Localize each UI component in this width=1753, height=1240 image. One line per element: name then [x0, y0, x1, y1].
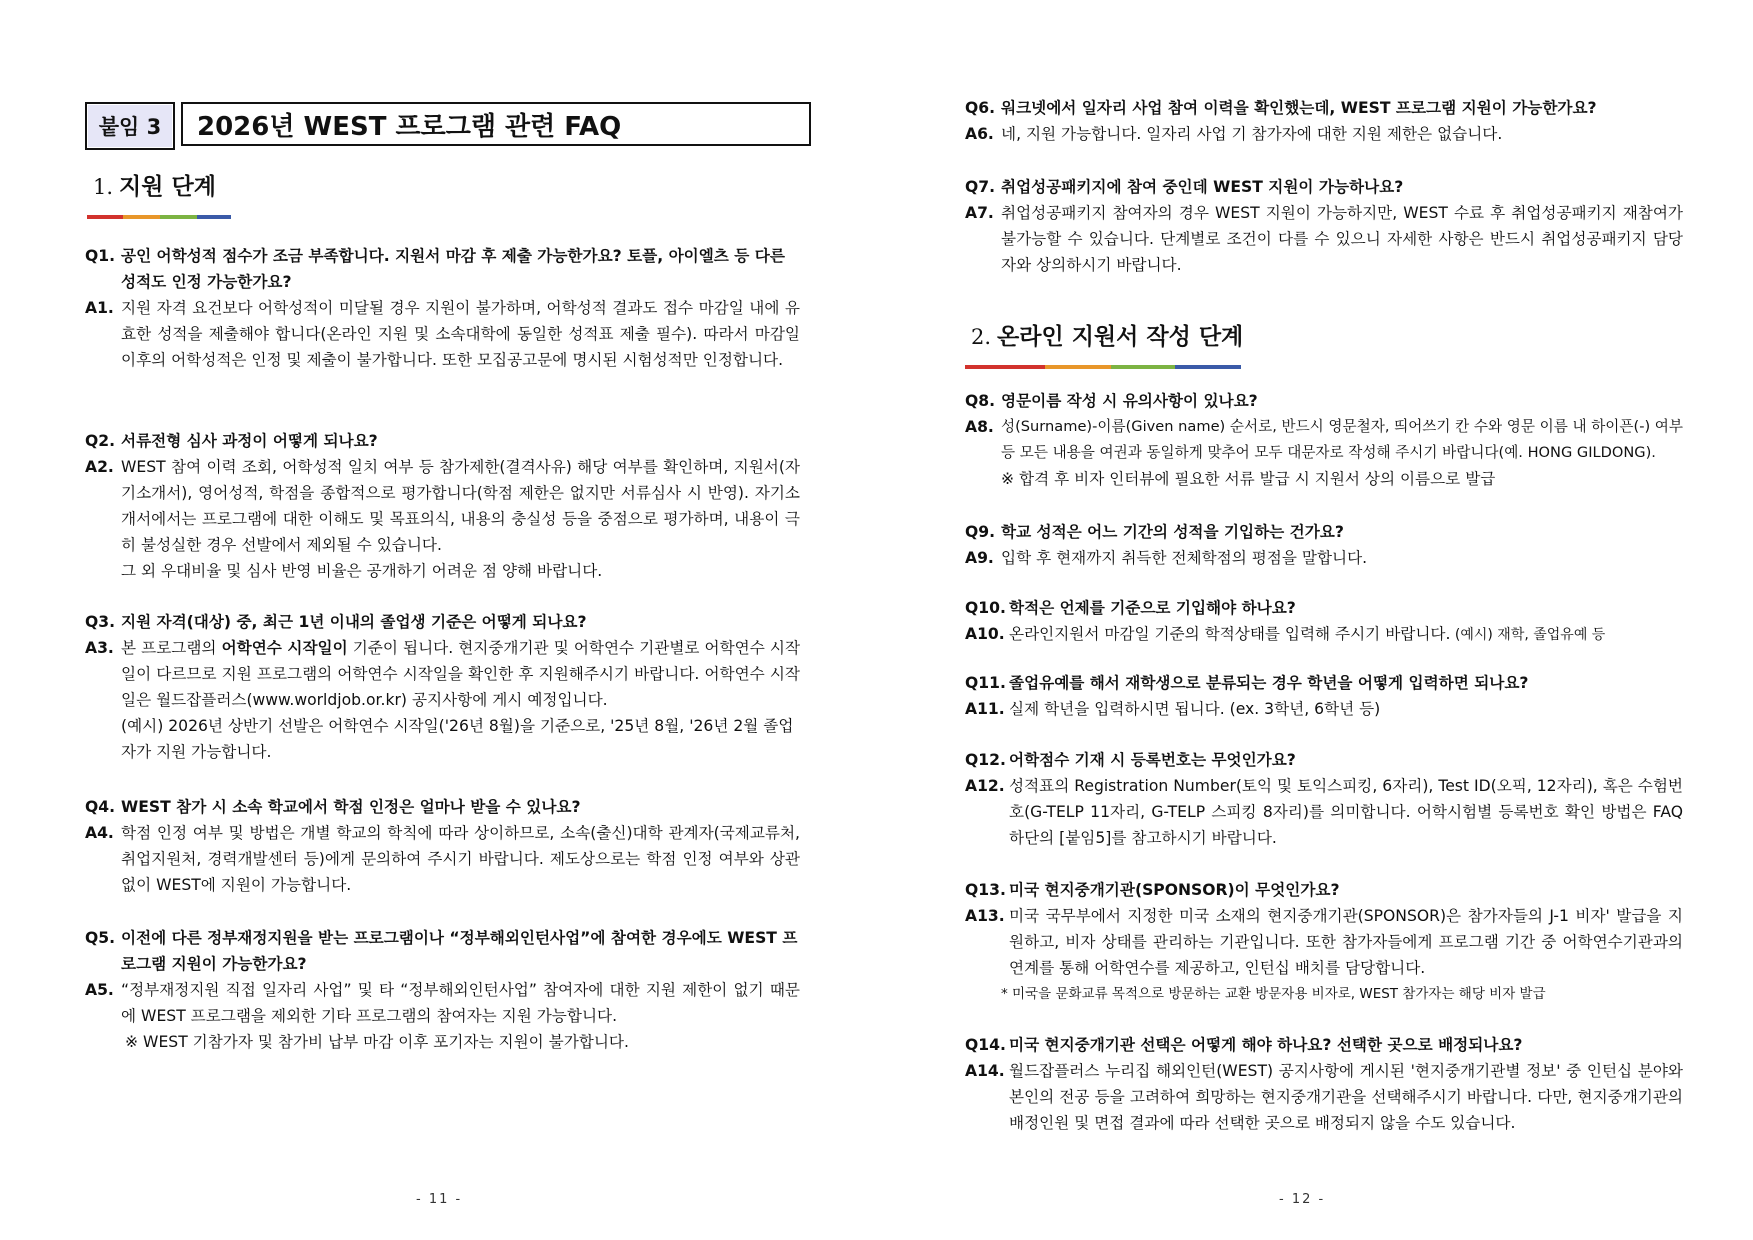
faq-item-q12	[965, 747, 1683, 851]
faq-item-q4	[85, 794, 800, 898]
answer-label: A8.	[965, 418, 994, 436]
answer-text: 온라인지원서 마감일 기준의 학적상태를 입력해 주시기 바랍니다. (예시) 재학, 졸업유예 등	[1009, 625, 1606, 643]
question-label: Q3.	[85, 613, 116, 631]
answer-footnote: * 미국을 문화교류 목적으로 방문하는 교환 방문자용 비자로, WEST 참가자는 해당 비자 발급	[1001, 986, 1546, 1002]
section-title: 온라인 지원서 작성 단계	[997, 324, 1244, 350]
question-text: 공인 어학성적 점수가 조금 부족합니다. 지원서 마감 후 제출 가능한가요? 토플, 아이엘츠 등 다른 성적도 인정 가능한가요?	[121, 247, 785, 291]
section-number: 1.	[93, 175, 114, 199]
question-text: 워크넷에서 일자리 사업 참여 이력을 확인했는데, WEST 프로그램 지원이 가능한가요?	[1001, 99, 1597, 117]
faq-item-q13	[965, 877, 1683, 1007]
question-label: Q10.	[965, 599, 1006, 617]
question-text: 학적은 언제를 기준으로 기입해야 하나요?	[1009, 599, 1296, 617]
section-2-heading	[971, 318, 1243, 369]
question-text: 이전에 다른 정부재정지원을 받는 프로그램이나 “정부해외인턴사업”에 참여한 경우에도 WEST 프로그램 지원이 가능한가요?	[121, 929, 798, 973]
question-label: Q2.	[85, 432, 116, 450]
question-text: 영문이름 작성 시 유의사항이 있나요?	[1001, 392, 1258, 410]
page-title: 2026년 WEST 프로그램 관련 FAQ	[181, 102, 811, 146]
answer-text: 성(Surname)-이름(Given name) 순서로, 반드시 영문철자, 띄어쓰기 칸 수와 영문 이름 내 하이픈(-) 여부 등 모든 내용을 여권과 동일하게 맞추어 모두 대문자로 작성해 주시기 바랍니다(예. HONG GILDONG).	[1001, 418, 1683, 461]
section-title: 지원 단계	[119, 174, 216, 200]
question-text: 어학점수 기재 시 등록번호는 무엇인가요?	[1009, 751, 1296, 769]
question-label: Q8.	[965, 392, 996, 410]
faq-item-q10	[965, 595, 1683, 648]
question-text: WEST 참가 시 소속 학교에서 학점 인정은 얼마나 받을 수 있나요?	[121, 798, 581, 816]
faq-item-q7	[965, 174, 1683, 278]
question-label: Q4.	[85, 798, 116, 816]
answer-text: 실제 학년을 입력하시면 됩니다. (ex. 3학년, 6학년 등)	[1009, 700, 1381, 718]
section-underline	[87, 215, 231, 219]
question-label: Q5.	[85, 929, 116, 947]
answer-example: (예시) 2026년 상반기 선발은 어학연수 시작일('26년 8월)을 기준으로, '25년 8월, '26년 2월 졸업자가 지원 가능합니다.	[121, 717, 794, 761]
section-underline	[965, 365, 1243, 369]
question-label: Q6.	[965, 99, 996, 117]
answer-text: 취업성공패키지 참여자의 경우 WEST 지원이 가능하지만, WEST 수료 후 취업성공패키지 재참여가 불가능할 수 있습니다. 단계별로 조건이 다를 수 있으니 자세한 사항은 반드시 취업성공패키지 담당자와 상의하시기 바랍니다.	[1001, 204, 1683, 274]
faq-item-q14	[965, 1032, 1683, 1136]
answer-text: 지원 자격 요건보다 어학성적이 미달될 경우 지원이 불가하며, 어학성적 결과도 접수 마감일 내에 유효한 성적을 제출해야 합니다(온라인 지원 및 소속대학에 동일한 성적표 제출 필수). 따라서 마감일 이후의 어학성적은 인정 및 제출이 불가합니다. 또한 모집공고문에 명시된 시험성적만 인정합니다.	[121, 299, 800, 369]
page-number: - 12 -	[1279, 1192, 1326, 1207]
answer-label: A7.	[965, 204, 994, 222]
question-text: 취업성공패키지에 참여 중인데 WEST 지원이 가능하나요?	[1001, 178, 1404, 196]
question-label: Q12.	[965, 751, 1006, 769]
answer-text: “정부재정지원 직접 일자리 사업” 및 타 “정부해외인턴사업” 참여자에 대한 지원 제한이 없기 때문에 WEST 프로그램을 제외한 기타 프로그램의 참여자는 지원 가능합니다.	[121, 981, 800, 1025]
faq-item-q8	[965, 388, 1683, 492]
question-label: Q9.	[965, 523, 996, 541]
question-label: Q11.	[965, 674, 1006, 692]
answer-label: A13.	[965, 907, 1005, 925]
answer-label: A10.	[965, 625, 1005, 643]
answer-text: 월드잡플러스 누리집 해외인턴(WEST) 공지사항에 게시된 '현지중개기관별 정보' 중 인턴십 분야와 본인의 전공 등을 고려하여 희망하는 현지중개기관을 선택해주시기 바랍니다. 다만, 현지중개기관의 배정인원 및 면접 결과에 따라 선택한 곳으로 배정되지 않을 수도 있습니다.	[1009, 1062, 1683, 1132]
question-label: Q1.	[85, 247, 116, 265]
question-text: 미국 현지중개기관 선택은 어떻게 해야 하나요? 선택한 곳으로 배정되나요?	[1009, 1036, 1523, 1054]
answer-text: 입학 후 현재까지 취득한 전체학점의 평점을 말합니다.	[1001, 549, 1368, 567]
answer-text: 성적표의 Registration Number(토익 및 토익스피킹, 6자리), Test ID(오픽, 12자리), 혹은 수험번호(G-TELP 11자리, G-TELP 스피킹 8자리)를 의미합니다. 어학시험별 등록번호 확인 방법은 FAQ 하단의 [붙임5]를 참고하시기 바랍니다.	[1009, 777, 1683, 847]
question-label: Q7.	[965, 178, 996, 196]
page-number: - 11 -	[416, 1192, 463, 1207]
answer-label: A1.	[85, 299, 114, 317]
question-text: 지원 자격(대상) 중, 최근 1년 이내의 졸업생 기준은 어떻게 되나요?	[121, 613, 587, 631]
section-1-heading	[93, 168, 231, 219]
question-label: Q14.	[965, 1036, 1006, 1054]
answer-text: 학점 인정 여부 및 방법은 개별 학교의 학칙에 따라 상이하므로, 소속(출신)대학 관계자(국제교류처, 취업지원처, 경력개발센터 등)에게 문의하여 주시기 바랍니다. 제도상으로는 학점 인정 여부와 상관없이 WEST에 지원이 가능합니다.	[121, 824, 800, 894]
answer-label: A14.	[965, 1062, 1005, 1080]
faq-item-q2	[85, 428, 800, 584]
section-number: 2.	[971, 325, 992, 349]
answer-label: A5.	[85, 981, 114, 999]
question-text: 졸업유예를 해서 재학생으로 분류되는 경우 학년을 어떻게 입력하면 되나요?	[1009, 674, 1529, 692]
answer-label: A12.	[965, 777, 1005, 795]
faq-item-q11	[965, 670, 1683, 722]
question-text: 학교 성적은 어느 기간의 성적을 기입하는 건가요?	[1001, 523, 1344, 541]
faq-item-q1	[85, 243, 800, 373]
page-left	[0, 0, 876, 1240]
answer-text-extra: 그 외 우대비율 및 심사 반영 비율은 공개하기 어려운 점 양해 바랍니다.	[121, 562, 603, 580]
appendix-tag: 붙임 3	[85, 102, 175, 150]
answer-label: A9.	[965, 549, 994, 567]
answer-note: ※ 합격 후 비자 인터뷰에 필요한 서류 발급 시 지원서 상의 이름으로 발급	[1001, 470, 1496, 488]
question-text: 미국 현지중개기관(SPONSOR)이 무엇인가요?	[1009, 881, 1340, 899]
faq-item-q9	[965, 519, 1683, 571]
faq-item-q6	[965, 95, 1683, 147]
answer-text: WEST 참여 이력 조회, 어학성적 일치 여부 등 참가제한(결격사유) 해당 여부를 확인하며, 지원서(자기소개서), 영어성적, 학점을 종합적으로 평가합니다(학점 제한은 없지만 서류심사 시 반영). 자기소개서에서는 프로그램에 대한 이해도 및 목표의식, 내용의 충실성 등을 중점으로 평가하며, 내용이 극히 불성실한 경우 선발에서 제외될 수 있습니다.	[121, 458, 800, 554]
answer-label: A4.	[85, 824, 114, 842]
answer-text: 네, 지원 가능합니다. 일자리 사업 기 참가자에 대한 지원 제한은 없습니다.	[1001, 125, 1503, 143]
appendix-header	[85, 102, 811, 148]
question-text: 서류전형 심사 과정이 어떻게 되나요?	[121, 432, 378, 450]
answer-label: A2.	[85, 458, 114, 476]
page-right	[877, 0, 1753, 1240]
question-label: Q13.	[965, 881, 1006, 899]
answer-label: A3.	[85, 639, 114, 657]
answer-label: A11.	[965, 700, 1005, 718]
faq-item-q3	[85, 609, 800, 765]
answer-text: 본 프로그램의 어학연수 시작일이 기준이 됩니다. 현지중개기관 및 어학연수 기관별로 어학연수 시작일이 다르므로 지원 프로그램의 어학연수 시작일을 확인한 후 지원해주시기 바랍니다. 어학연수 시작일은 월드잡플러스(www.worldjob.or.kr) 공지사항에 게시 예정입니다.	[121, 639, 801, 709]
faq-item-q5	[85, 925, 800, 1055]
answer-label: A6.	[965, 125, 994, 143]
answer-note: ※ WEST 기참가자 및 참가비 납부 마감 이후 포기자는 지원이 불가합니다.	[125, 1033, 629, 1051]
answer-text: 미국 국무부에서 지정한 미국 소재의 현지중개기관(SPONSOR)은 참가자들의 J-1 비자' 발급을 지원하고, 비자 상태를 관리하는 기관입니다. 또한 참가자들에게 프로그램 기간 중 어학연수기관과의 연계를 통해 어학연수를 제공하고, 인턴십 배치를 담당합니다.	[1009, 907, 1683, 977]
